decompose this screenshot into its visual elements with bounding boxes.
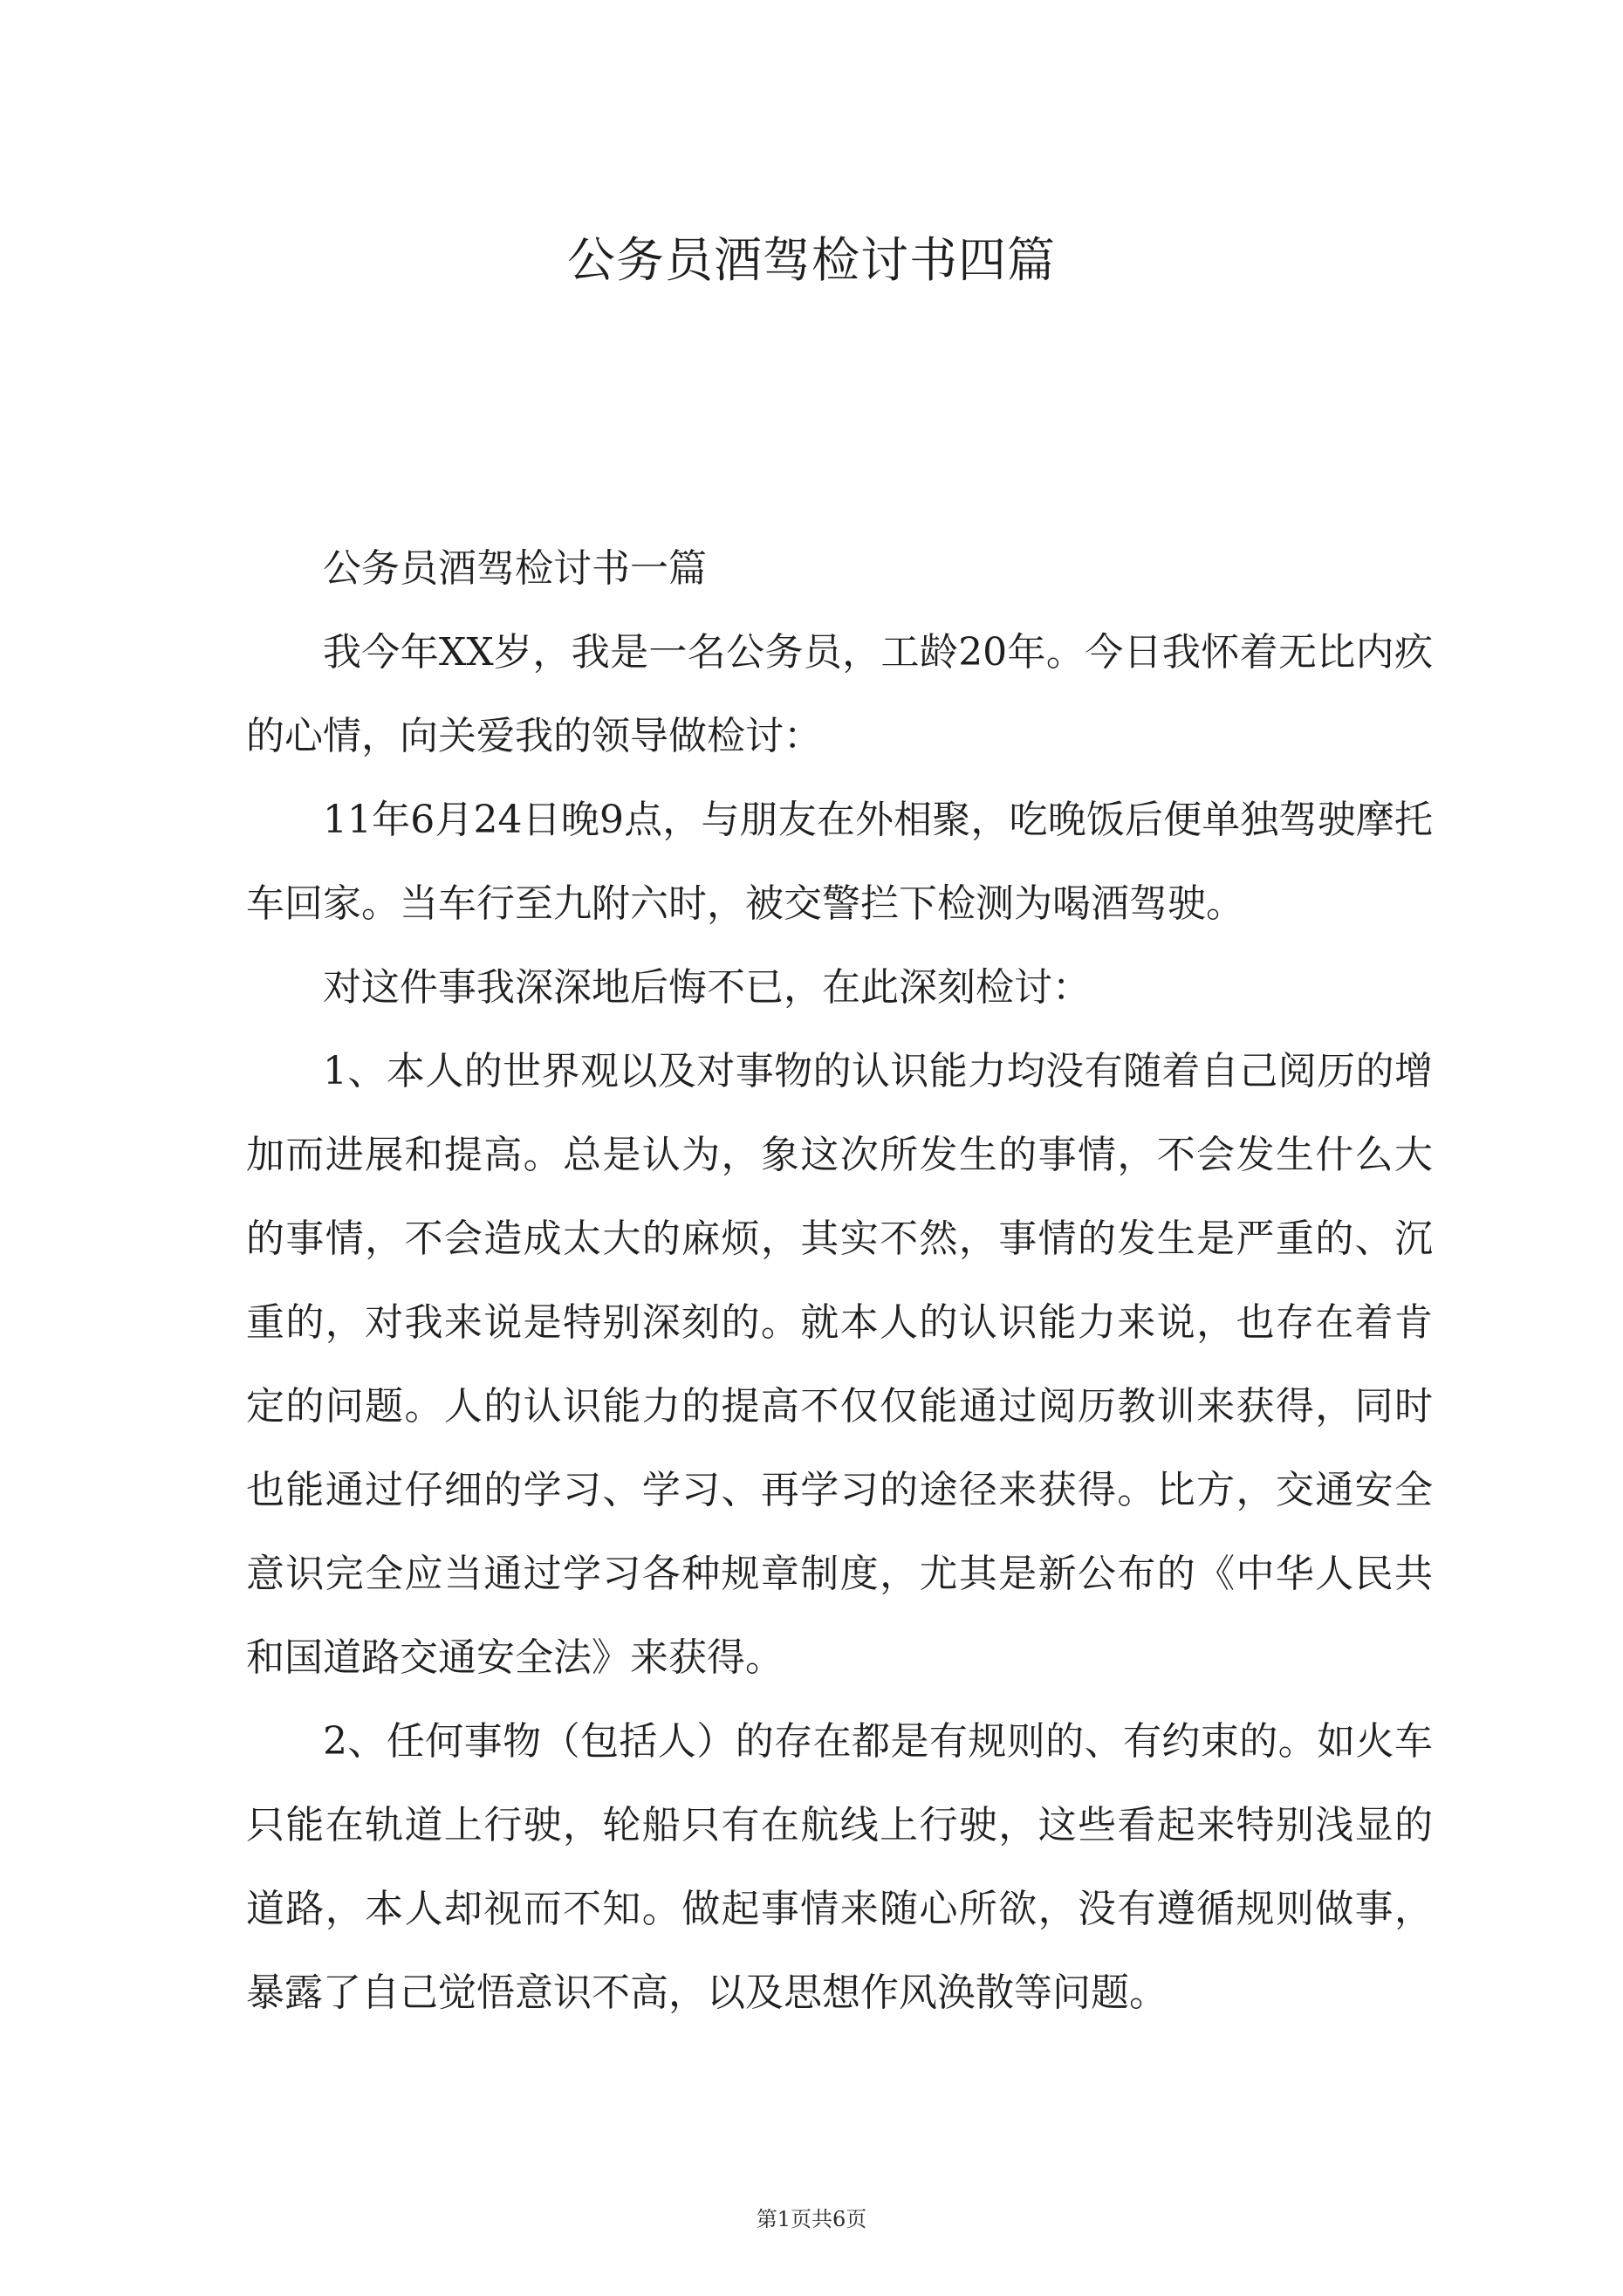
paragraph-point-2: 2、任何事物（包括人）的存在都是有规则的、有约束的。如火车只能在轨道上行驶，轮船只有在航线上行驶，这些看起来特别浅显的道路，本人却视而不知。做起事情来随心所欲，没有遵循规则做事，暴露了自己觉悟意识不高，以及思想作风涣散等问题。 bbox=[246, 1719, 1433, 2015]
section-heading: 公务员酒驾检讨书一篇 bbox=[323, 546, 707, 591]
page-number-footer: 第1页共6页 bbox=[756, 2207, 867, 2231]
paragraph-point-1: 1、本人的世界观以及对事物的认识能力均没有随着自己阅历的增加而进展和提高。总是认为，象这次所发生的事情，不会发生什么大的事情，不会造成太大的麻烦，其实不然，事情的发生是严重的、沉重的，对我来说是特别深刻的。就本人的认识能力来说，也存在着肯定的问题。人的认识能力的提高不仅仅能通过阅历教训来获得，同时也能通过仔细的学习、学习、再学习的途径来获得。比方，交通安全意识完全应当通过学习各种规章制度，尤其是新公布的《中华人民共和国道路交通安全法》来获得。 bbox=[246, 1049, 1433, 1680]
paragraph-incident: 11年6月24日晚9点，与朋友在外相聚，吃晚饭后便单独驾驶摩托车回家。当车行至九附六时，被交警拦下检测为喝酒驾驶。 bbox=[246, 798, 1433, 926]
document-body bbox=[246, 527, 1433, 2035]
paragraph-intro: 我今年XX岁，我是一名公务员，工龄20年。今日我怀着无比内疚的心情，向关爱我的领导做检讨： bbox=[246, 630, 1433, 758]
document-title: 公务员酒驾检讨书四篇 bbox=[566, 232, 1056, 288]
paragraph-regret: 对这件事我深深地后悔不已，在此深刻检讨： bbox=[323, 965, 1091, 1010]
